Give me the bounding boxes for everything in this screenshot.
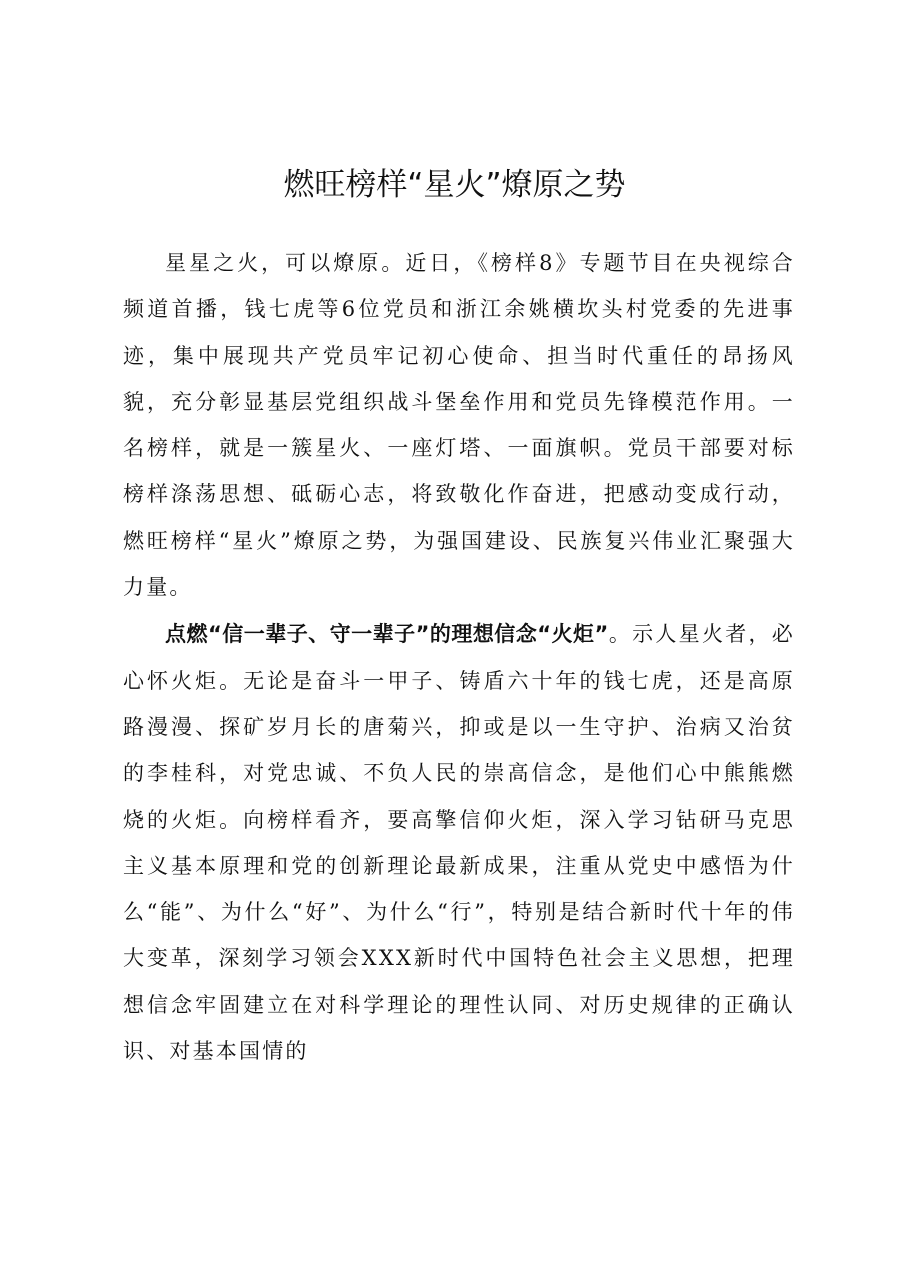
document-title: 燃旺榜样“星火”燎原之势 — [283, 167, 626, 203]
paragraph-text: 。示人星火者，必心怀火炬。无论是奋斗一甲子、铸盾六十年的钱七虎，还是高原路漫漫、探矿岁月长的唐菊兴，抑或是以一生守护、治病又治贫的李桂科，对党忠诚、不负人民的崇高信念，是他们心中熊熊燃烧的火炬。向榜样看齐，要高擎信仰火炬，深入学习钻研马克思主义基本原理和党的创新理论最新成果，注重从党史中感悟为什么“能”、为什么“好”、为什么“行”，特别是结合新时代十年的伟大变革，深刻学习领会XXX新时代中国特色社会主义思想，把理想信念牢固建立在对科学理论的理性认同、对历史规律的正确认识、对基本国情的 — [123, 622, 795, 1064]
section-heading: 点燃“信一辈子、守一辈子”的理想信念“火炬” — [165, 622, 609, 647]
paragraph-section-1 — [123, 611, 795, 1074]
paragraph-intro — [123, 240, 795, 610]
document-body — [123, 240, 795, 1074]
paragraph-text: 星星之火，可以燎原。近日，《榜样8》专题节目在央视综合频道首播，钱七虎等6位党员和浙江余姚横坎头村党委的先进事迹，集中展现共产党员牢记初心使命、担当时代重任的昂扬风貌，充分彰显基层党组织战斗堡垒作用和党员先锋模范作用。一名榜样，就是一簇星火、一座灯塔、一面旗帜。党员干部要对标榜样涤荡思想、砥砺心志，将致敬化作奋进，把感动变成行动，燃旺榜样“星火”燎原之势，为强国建设、民族复兴伟业汇聚强大力量。 — [123, 251, 795, 600]
